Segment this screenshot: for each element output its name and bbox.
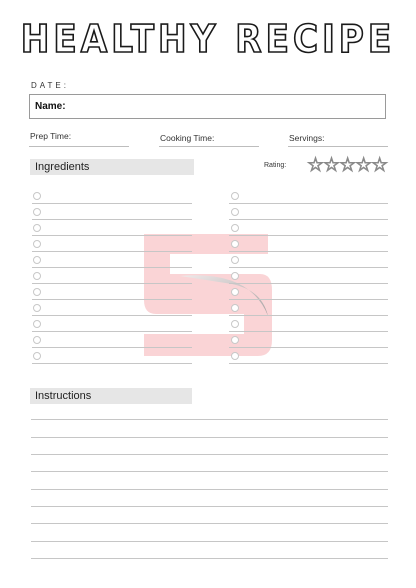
ingredient-line[interactable]: [229, 267, 388, 268]
cooking-time-field[interactable]: [159, 146, 259, 147]
checkbox-icon[interactable]: [33, 320, 41, 328]
checkbox-icon[interactable]: [231, 240, 239, 248]
checkbox-icon[interactable]: [231, 272, 239, 280]
rating-stars-icon[interactable]: ☆☆☆☆☆: [307, 155, 388, 176]
instruction-line[interactable]: [31, 471, 388, 472]
ingredient-line[interactable]: [32, 331, 192, 332]
checkbox-icon[interactable]: [33, 256, 41, 264]
ingredient-line[interactable]: [32, 363, 192, 364]
ingredients-label: Ingredients: [35, 161, 90, 173]
ingredient-line[interactable]: [32, 203, 192, 204]
checkbox-icon[interactable]: [231, 288, 239, 296]
instruction-line[interactable]: [31, 489, 388, 490]
ingredient-line[interactable]: [32, 283, 192, 284]
ingredient-line[interactable]: [229, 315, 388, 316]
instruction-line[interactable]: [31, 437, 388, 438]
checkbox-icon[interactable]: [231, 304, 239, 312]
ingredient-line[interactable]: [32, 299, 192, 300]
name-label: Name:: [35, 101, 66, 112]
ingredients-header: [30, 159, 194, 175]
servings-field[interactable]: [288, 146, 388, 147]
ingredient-line[interactable]: [32, 251, 192, 252]
rating-label: Rating:: [264, 162, 287, 169]
instruction-line[interactable]: [31, 419, 388, 420]
servings-label: Servings:: [289, 133, 325, 143]
checkbox-icon[interactable]: [33, 208, 41, 216]
date-label: DATE:: [31, 81, 69, 90]
checkbox-icon[interactable]: [33, 304, 41, 312]
ingredient-line[interactable]: [32, 219, 192, 220]
ingredient-line[interactable]: [229, 363, 388, 364]
instruction-line[interactable]: [31, 454, 388, 455]
checkbox-icon[interactable]: [33, 336, 41, 344]
ingredient-line[interactable]: [229, 251, 388, 252]
instruction-line[interactable]: [31, 523, 388, 524]
checkbox-icon[interactable]: [231, 320, 239, 328]
instruction-line[interactable]: [31, 541, 388, 542]
ingredient-line[interactable]: [229, 347, 388, 348]
ingredient-line[interactable]: [229, 235, 388, 236]
watermark-s-logo-icon: [140, 230, 272, 356]
checkbox-icon[interactable]: [231, 208, 239, 216]
checkbox-icon[interactable]: [33, 352, 41, 360]
checkbox-icon[interactable]: [33, 240, 41, 248]
checkbox-icon[interactable]: [33, 192, 41, 200]
checkbox-icon[interactable]: [231, 256, 239, 264]
checkbox-icon[interactable]: [33, 288, 41, 296]
ingredient-line[interactable]: [229, 219, 388, 220]
ingredient-line[interactable]: [32, 315, 192, 316]
ingredient-line[interactable]: [32, 235, 192, 236]
ingredient-line[interactable]: [229, 331, 388, 332]
instructions-header: [30, 388, 192, 404]
instruction-line[interactable]: [31, 558, 388, 559]
page-title: HEALTHY RECIPE: [20, 17, 396, 61]
checkbox-icon[interactable]: [33, 272, 41, 280]
checkbox-icon[interactable]: [231, 352, 239, 360]
instruction-line[interactable]: [31, 506, 388, 507]
prep-time-label: Prep Time:: [30, 131, 72, 141]
ingredient-line[interactable]: [229, 203, 388, 204]
checkbox-icon[interactable]: [231, 224, 239, 232]
cooking-time-label: Cooking Time:: [160, 133, 215, 143]
checkbox-icon[interactable]: [231, 336, 239, 344]
checkbox-icon[interactable]: [231, 192, 239, 200]
ingredient-line[interactable]: [229, 299, 388, 300]
prep-time-field[interactable]: [29, 146, 129, 147]
ingredient-line[interactable]: [229, 283, 388, 284]
ingredient-line[interactable]: [32, 347, 192, 348]
ingredient-line[interactable]: [32, 267, 192, 268]
name-field[interactable]: [29, 94, 386, 119]
checkbox-icon[interactable]: [33, 224, 41, 232]
instructions-label: Instructions: [35, 390, 92, 402]
